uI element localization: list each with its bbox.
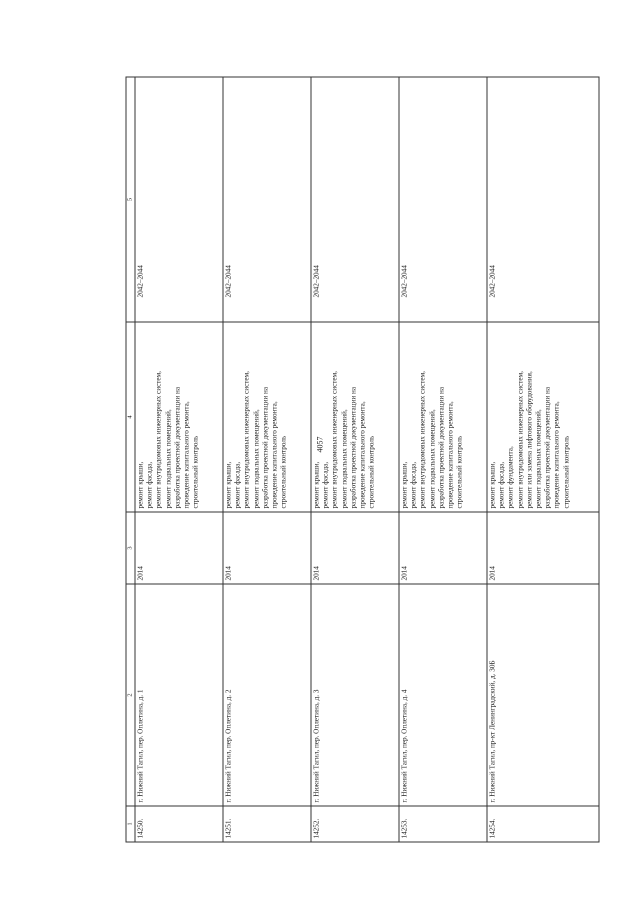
- work-item: ремонт подвальных помещений,: [252, 409, 261, 509]
- work-item: ремонт подвальных помещений,: [428, 409, 437, 509]
- address-cell: г. Нижний Тагил, пер. Оплетина, д. 1: [135, 584, 223, 806]
- year-cell: 2014: [135, 512, 223, 584]
- year-cell: 2014: [311, 512, 399, 584]
- work-item: ремонт фасада,: [233, 461, 242, 509]
- work-item: ремонт внутридомовых инженерных систем,: [242, 371, 251, 509]
- address-cell: г. Нижний Тагил, пер. Оплетина, д. 3: [311, 584, 399, 806]
- repair-period-cell: 2042–2044: [135, 77, 223, 322]
- table-row: [399, 77, 487, 842]
- work-item: проведение капитального ремонта,: [446, 401, 455, 509]
- work-item: строительный контроль: [562, 435, 571, 509]
- work-item: ремонт крыши,: [312, 461, 321, 509]
- work-item: ремонт внутридомовых инженерных систем,: [330, 371, 339, 509]
- row-number-cell: 14254.: [487, 806, 599, 842]
- work-item: разработка проектной документации на: [261, 386, 270, 509]
- column-number-4: 4: [126, 322, 135, 512]
- works-list-cell: [487, 322, 599, 512]
- work-item: ремонт подвальных помещений,: [340, 409, 349, 509]
- rotated-table-sheet: [126, 78, 600, 843]
- work-item: ремонт внутридомовых инженерных систем,: [516, 371, 525, 509]
- work-item: проведение капитального ремонта,: [182, 401, 191, 509]
- column-number-header-row: [126, 77, 135, 842]
- work-item: строительный контроль: [455, 435, 464, 509]
- address-cell: г. Нижний Тагил, пер. Оплетина, д. 2: [223, 584, 311, 806]
- table-row: [487, 77, 599, 842]
- table-row: [311, 77, 399, 842]
- work-item: строительный контроль: [279, 435, 288, 509]
- work-item: проведение капитального ремонта,: [270, 401, 279, 509]
- works-list-cell: [311, 322, 399, 512]
- work-item: ремонт подвальных помещений,: [534, 409, 543, 509]
- row-number-cell: 14250.: [135, 806, 223, 842]
- work-item: ремонт фасада,: [409, 461, 418, 509]
- row-number-cell: 14252.: [311, 806, 399, 842]
- year-cell: 2014: [399, 512, 487, 584]
- work-item: ремонт или замена лифтового оборудования,: [525, 371, 534, 509]
- works-list-cell: [399, 322, 487, 512]
- table-body: [135, 77, 599, 842]
- capital-repair-table: [126, 77, 600, 843]
- year-cell: 2014: [223, 512, 311, 584]
- work-item: ремонт фасада,: [321, 461, 330, 509]
- column-number-3: 3: [126, 512, 135, 584]
- repair-period-cell: 2042–2044: [487, 77, 599, 322]
- column-number-2: 2: [126, 584, 135, 806]
- works-list-cell: [223, 322, 311, 512]
- work-item: строительный контроль: [191, 435, 200, 509]
- work-item: ремонт фасада,: [497, 461, 506, 509]
- column-number-5: 5: [126, 77, 135, 322]
- page-number: 4057: [315, 436, 325, 453]
- column-number-1: 1: [126, 806, 135, 842]
- work-item: ремонт фундамента,: [506, 446, 515, 509]
- repair-period-cell: 2042–2044: [311, 77, 399, 322]
- year-cell: 2014: [487, 512, 599, 584]
- work-item: ремонт фасада,: [145, 461, 154, 509]
- repair-period-cell: 2042–2044: [399, 77, 487, 322]
- work-item: разработка проектной документации на: [437, 386, 446, 509]
- work-item: разработка проектной документации на: [543, 386, 552, 509]
- work-item: разработка проектной документации на: [173, 386, 182, 509]
- work-item: ремонт внутридомовых инженерных систем,: [418, 371, 427, 509]
- work-item: ремонт подвальных помещений,: [164, 409, 173, 509]
- work-item: проведение капитального ремонта,: [358, 401, 367, 509]
- work-item: ремонт внутридомовых инженерных систем,: [154, 371, 163, 509]
- work-item: ремонт крыши,: [400, 461, 409, 509]
- work-item: ремонт крыши,: [136, 461, 145, 509]
- table-row: [135, 77, 223, 842]
- work-item: ремонт крыши,: [488, 461, 497, 509]
- works-list-cell: [135, 322, 223, 512]
- table-row: [223, 77, 311, 842]
- row-number-cell: 14253.: [399, 806, 487, 842]
- repair-period-cell: 2042–2044: [223, 77, 311, 322]
- work-item: разработка проектной документации на: [349, 386, 358, 509]
- row-number-cell: 14251.: [223, 806, 311, 842]
- address-cell: г. Нижний Тагил, пр-кт Ленинградский, д. 30Б: [487, 584, 599, 806]
- work-item: строительный контроль: [367, 435, 376, 509]
- work-item: ремонт крыши,: [224, 461, 233, 509]
- work-item: проведение капитального ремонта,: [552, 401, 561, 509]
- address-cell: г. Нижний Тагил, пер. Оплетина, д. 4: [399, 584, 487, 806]
